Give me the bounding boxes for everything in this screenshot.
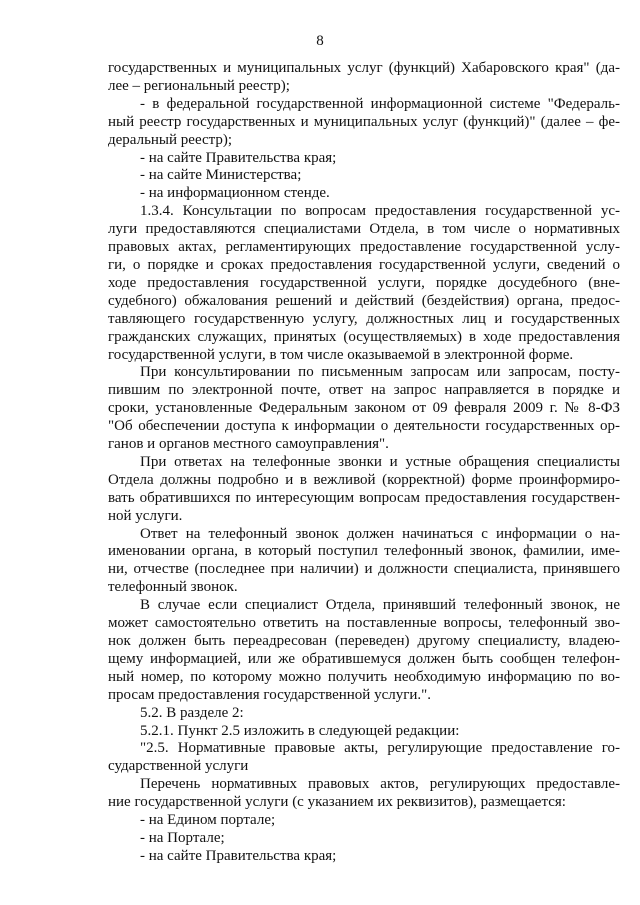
text-line: пившим по электронной почте, ответ на запрос направляется в порядке и xyxy=(108,382,620,399)
text-line: При консультировании по письменным запросам или запросам, посту- xyxy=(140,364,620,381)
text-line: ни, отчестве (последнее при наличии) и должности специалиста, принявшего xyxy=(108,561,620,578)
text-line: - на сайте Министерства; xyxy=(140,167,302,184)
text-line: - на Едином портале; xyxy=(140,812,276,829)
text-line: - на Портале; xyxy=(140,829,225,846)
text-line: В случае если специалист Отдела, принявший телефонный звонок, не xyxy=(140,597,620,614)
text-line: судебного) обжалования решений и действий (бездействия) органа, предос- xyxy=(108,292,620,309)
text-line: щему информацией, или же обратившемуся должен быть сообщен телефон- xyxy=(108,650,620,667)
text-line: Перечень нормативных правовых актов, регулирующих предоставле- xyxy=(140,776,620,793)
text-line: ганов и органов местного самоуправления". xyxy=(108,436,389,453)
text-line: лее – региональный реестр); xyxy=(108,77,290,94)
document-body xyxy=(108,60,620,866)
text-line: гражданских служащих, принятых (осуществляемых) в ходе предоставления xyxy=(108,328,620,345)
text-line: нок должен быть переадресован (переведен) другому специалисту, владею- xyxy=(108,633,620,649)
text-line: 5.2.1. Пункт 2.5 изложить в следующей редакции: xyxy=(140,722,460,739)
text-line: - в федеральной государственной информационной системе "Федераль- xyxy=(140,95,620,112)
text-line: тавляющего государственную услугу, должностных лиц и государственных xyxy=(108,310,620,327)
text-line: государственных и муниципальных услуг (функций) Хабаровского края" (да- xyxy=(108,60,620,76)
text-line: ние государственной услуги (с указанием их реквизитов), размещается: xyxy=(108,794,566,811)
text-line: ный номер, по которому можно получить необходимую информацию по во- xyxy=(108,668,620,685)
text-line: телефонный звонок. xyxy=(108,579,238,596)
text-line: может самостоятельно ответить на поставленные вопросы, телефонный зво- xyxy=(108,615,620,632)
text-line: луги предоставляются специалистами Отдела, в том числе о нормативных xyxy=(108,221,620,238)
text-line: "2.5. Нормативные правовые акты, регулирующие предоставление го- xyxy=(140,740,620,757)
text-line: При ответах на телефонные звонки и устные обращения специалисты xyxy=(140,453,620,470)
text-line: Ответ на телефонный звонок должен начинаться с информации о на- xyxy=(140,525,620,542)
text-line: государственной услуги, в том числе оказываемой в электронной форме. xyxy=(108,346,574,363)
text-line: ги, о порядке и сроках предоставления государственной услуги, сведений о xyxy=(108,256,620,273)
text-line: - на сайте Правительства края; xyxy=(140,847,337,864)
text-line: - на информационном стенде. xyxy=(140,185,330,202)
text-line: просам предоставления государственной услуги.". xyxy=(108,686,432,703)
text-line: ходе предоставления государственной услуги, порядке досудебного (вне- xyxy=(108,274,620,291)
text-line: правовых актах, регламентирующих предоставление государственной услу- xyxy=(108,239,620,256)
text-line: именовании органа, в который поступил телефонный звонок, фамилии, име- xyxy=(108,543,620,560)
text-line: сроки, установленные Федеральным законом от 09 февраля 2009 г. № 8-ФЗ xyxy=(108,400,620,417)
text-line: 5.2. В разделе 2: xyxy=(140,704,244,721)
text-line: Отдела должны подробно и в вежливой (корректной) форме проинформиро- xyxy=(108,471,620,488)
text-line: деральный реестр); xyxy=(108,131,233,148)
text-line: - на сайте Правительства края; xyxy=(140,149,337,166)
text-line: ный реестр государственных и муниципальных услуг (функций)" (далее – фе- xyxy=(108,113,620,130)
text-line: вать обратившихся по интересующим вопросам предоставления государствен- xyxy=(108,489,620,506)
page-number: 8 xyxy=(316,33,324,49)
text-line: сударственной услуги xyxy=(108,758,249,775)
text-line: 1.3.4. Консультации по вопросам предоставления государственной ус- xyxy=(140,203,620,220)
text-line: ной услуги. xyxy=(108,507,183,524)
text-line: "Об обеспечении доступа к информации о деятельности государственных ор- xyxy=(108,418,620,435)
